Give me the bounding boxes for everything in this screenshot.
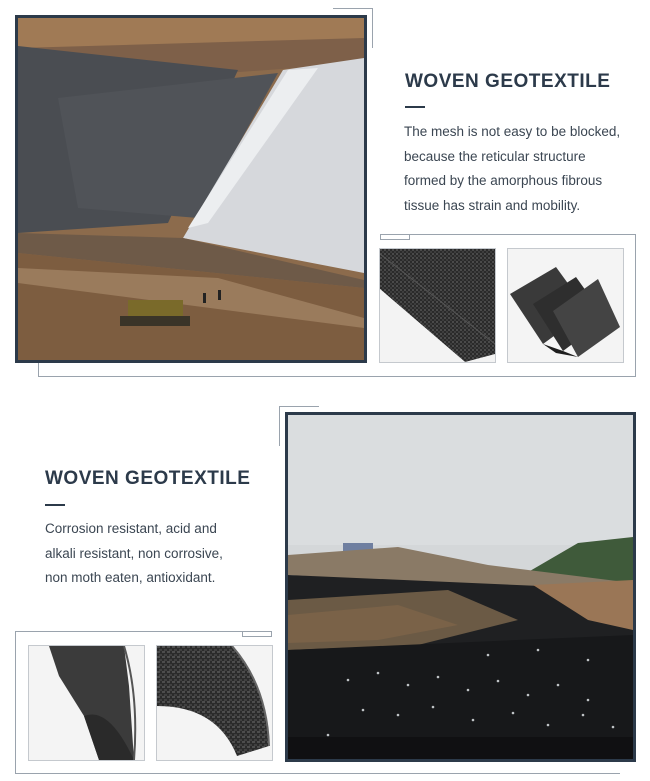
deco-line <box>15 631 16 773</box>
section1-line: tissue has strain and mobility. <box>404 197 581 213</box>
deco-line <box>38 362 39 377</box>
section2-heading: WOVEN GEOTEXTILE <box>45 468 251 489</box>
deco-line <box>380 234 636 235</box>
deco-line <box>635 234 636 377</box>
deco-tab <box>242 631 272 637</box>
section1-line: because the reticular structure <box>404 148 586 164</box>
section2-line: non moth eaten, antioxidant. <box>45 570 216 585</box>
deco-line <box>372 8 373 48</box>
deco-line <box>38 376 636 377</box>
fabric-curl-photo <box>29 646 144 760</box>
valley-liner-photo <box>288 415 633 759</box>
section2-heading-dash <box>45 504 65 506</box>
deco-line <box>15 773 620 774</box>
deco-tab <box>380 234 410 240</box>
deco-line <box>15 631 271 632</box>
stacked-sheets-photo-frame <box>507 248 624 363</box>
deco-line <box>279 406 319 407</box>
fabric-curl-photo-frame <box>28 645 145 761</box>
section2-description <box>45 517 223 591</box>
section2-line: alkali resistant, non corrosive, <box>45 545 223 561</box>
section1-heading-dash <box>405 106 425 108</box>
section1-description <box>404 120 620 218</box>
landfill-photo-frame <box>15 15 367 363</box>
fabric-closeup-photo-frame <box>379 248 496 363</box>
section1-heading: WOVEN GEOTEXTILE <box>405 71 611 92</box>
deco-line <box>279 406 280 446</box>
landfill-slope-photo <box>18 18 364 360</box>
deco-line <box>333 8 373 9</box>
valley-photo-frame <box>285 412 636 762</box>
section1-line: The mesh is not easy to be blocked, <box>404 124 621 139</box>
woven-texture-photo <box>157 646 272 760</box>
stacked-sheets-photo <box>508 249 623 362</box>
section1-line: formed by the amorphous fibrous <box>404 173 603 188</box>
section2-line: Corrosion resistant, acid and <box>45 521 217 536</box>
woven-texture-photo-frame <box>156 645 273 761</box>
woven-fabric-closeup-photo <box>380 249 495 362</box>
